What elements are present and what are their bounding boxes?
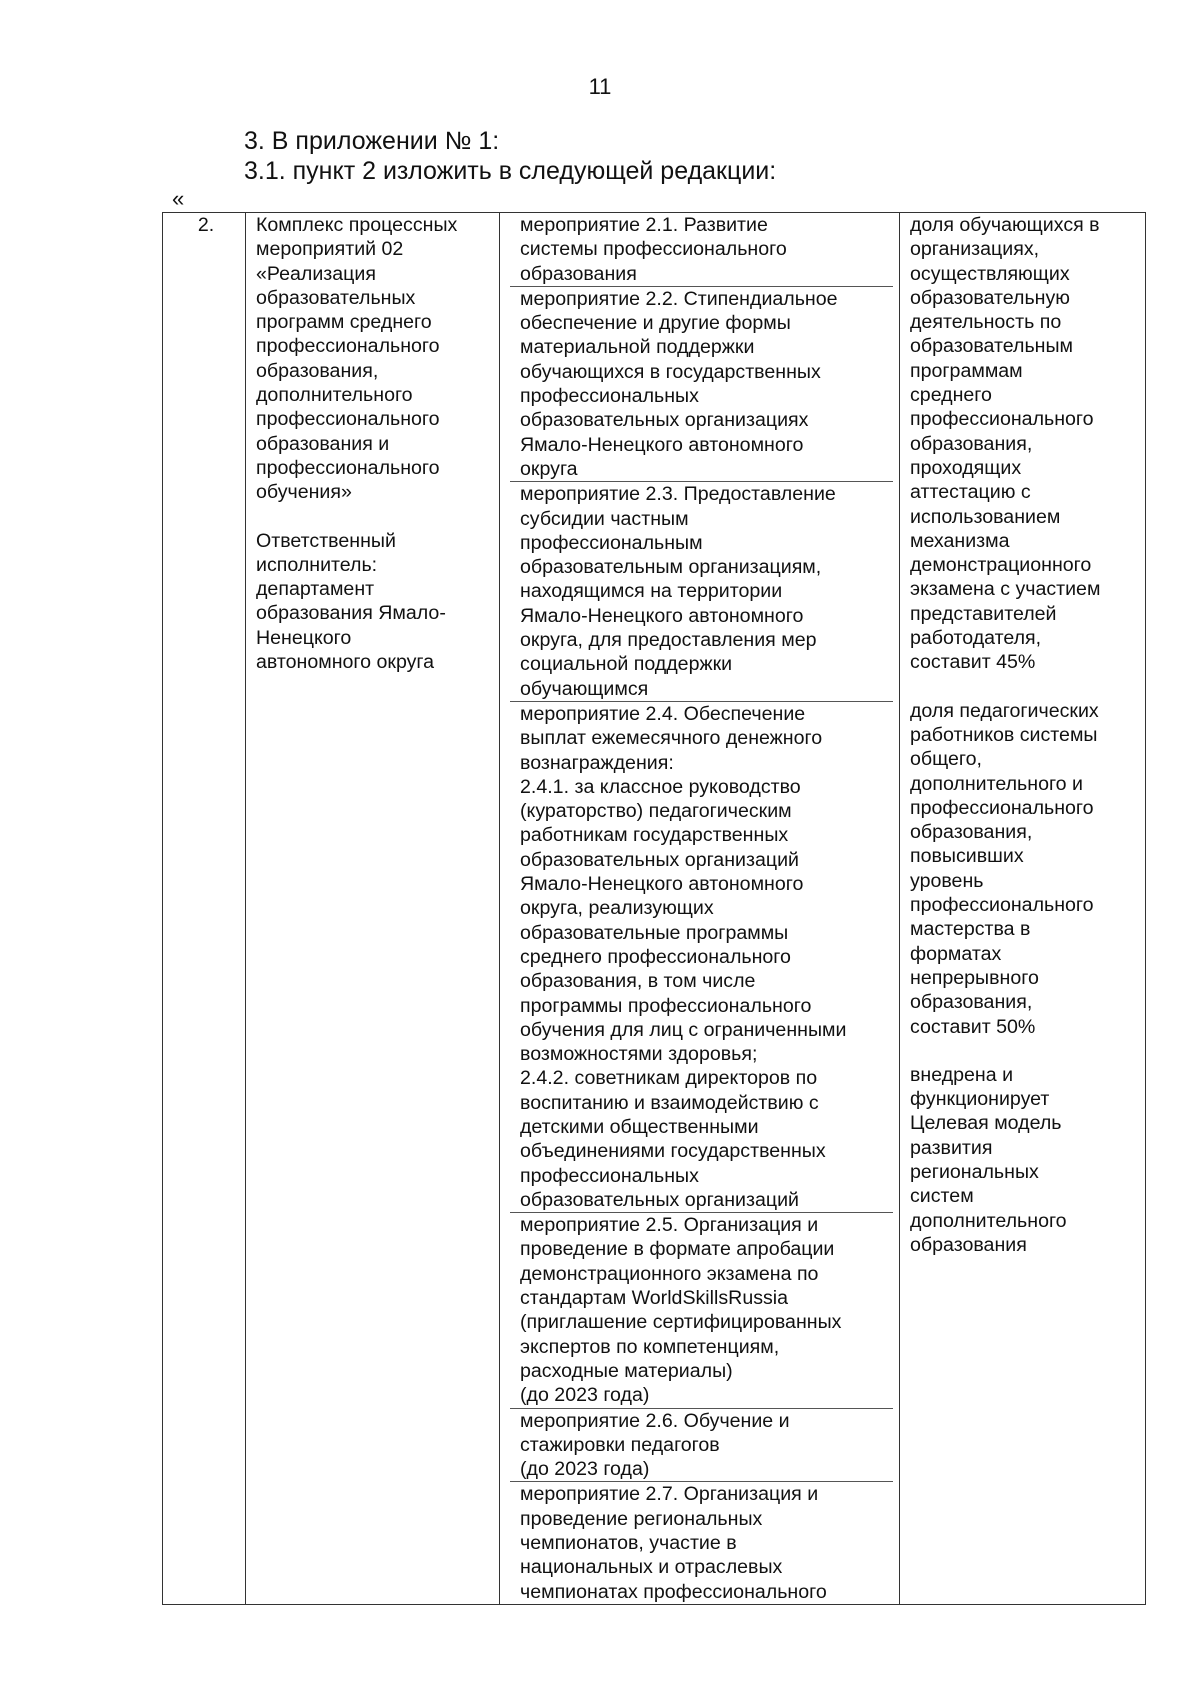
row-number: 2. bbox=[197, 214, 215, 236]
indicator-item: доля обучающихся в организациях, осуществляющих образовательную деятельность по образовательным программам среднего профессионального образования, проходящих аттестацию с использованием механизма демонстрационного экзамена с участием представителей работодателя, составит 45% bbox=[910, 214, 1101, 674]
event-item: мероприятие 2.2. Стипендиальное обеспечение и другие формы материальной поддержки обучающихся в государственных профессиональных образовательных организациях Ямало-Ненецкого автономного округа bbox=[510, 287, 893, 482]
page-number: 11 bbox=[588, 74, 612, 99]
event-item: мероприятие 2.3. Предоставление субсидии частным профессиональным образовательным организациям, находящимся на территории Ямало-Ненецкого автономного округа, для предоставления мер социальной поддержки обучающимся bbox=[510, 482, 893, 702]
indicator-item: внедрена и функционирует Целевая модель развития региональных систем дополнительного образования bbox=[910, 1063, 1067, 1256]
event-item: мероприятие 2.4. Обеспечение выплат ежемесячного денежного вознаграждения: 2.4.1. за классное руководство (кураторство) педагогическим работникам государственных образовательных организаций Ямало-Ненецкого автономного округа, реализующих образовательные программы среднего профессионального образования, в том числе программы профессионального обучения для лиц с ограниченными возможностями здоровья; 2.4.2. советникам директоров по воспитанию и взаимодействию с детскими общественными объединениями государственных профессиональных образовательных организаций bbox=[510, 702, 893, 1213]
complex-title: Комплекс процессных мероприятий 02 «Реализация образовательных программ среднего профессионального образования, дополнительного профессионального образования и профессионального обучения» bbox=[256, 214, 458, 504]
event-item: мероприятие 2.1. Развитие системы профессионального образования bbox=[510, 213, 893, 287]
section-heading: 3. В приложении № 1: bbox=[244, 127, 500, 155]
indicators-cell bbox=[900, 213, 1146, 1605]
event-item: мероприятие 2.7. Организация и проведение региональных чемпионатов, участие в национальных и отраслевых чемпионатах профессионального bbox=[520, 1483, 827, 1603]
table-row bbox=[163, 213, 1146, 1605]
subsection-heading: 3.1. пункт 2 изложить в следующей редакции: bbox=[244, 157, 777, 185]
program-table bbox=[162, 212, 1146, 1605]
responsible-executor: Ответственный исполнитель: департамент образования Ямало- Ненецкого автономного округа bbox=[256, 529, 446, 674]
row-number-cell bbox=[163, 213, 246, 1605]
indicator-item: доля педагогических работников системы общего, дополнительного и профессионального образования, повысивших уровень профессионального мастерства в форматах непрерывного образования, составит 50% bbox=[910, 699, 1099, 1038]
complex-cell bbox=[246, 213, 500, 1605]
event-item: мероприятие 2.5. Организация и проведение в формате апробации демонстрационного экзамена по стандартам WorldSkillsRussia (приглашение сертифицированных экспертов по компетенциям, расходные материалы) (до 2023 года) bbox=[510, 1213, 893, 1408]
events-cell bbox=[500, 213, 900, 1605]
event-item: мероприятие 2.6. Обучение и стажировки педагогов (до 2023 года) bbox=[510, 1409, 893, 1483]
opening-quote-mark: « bbox=[172, 186, 185, 211]
